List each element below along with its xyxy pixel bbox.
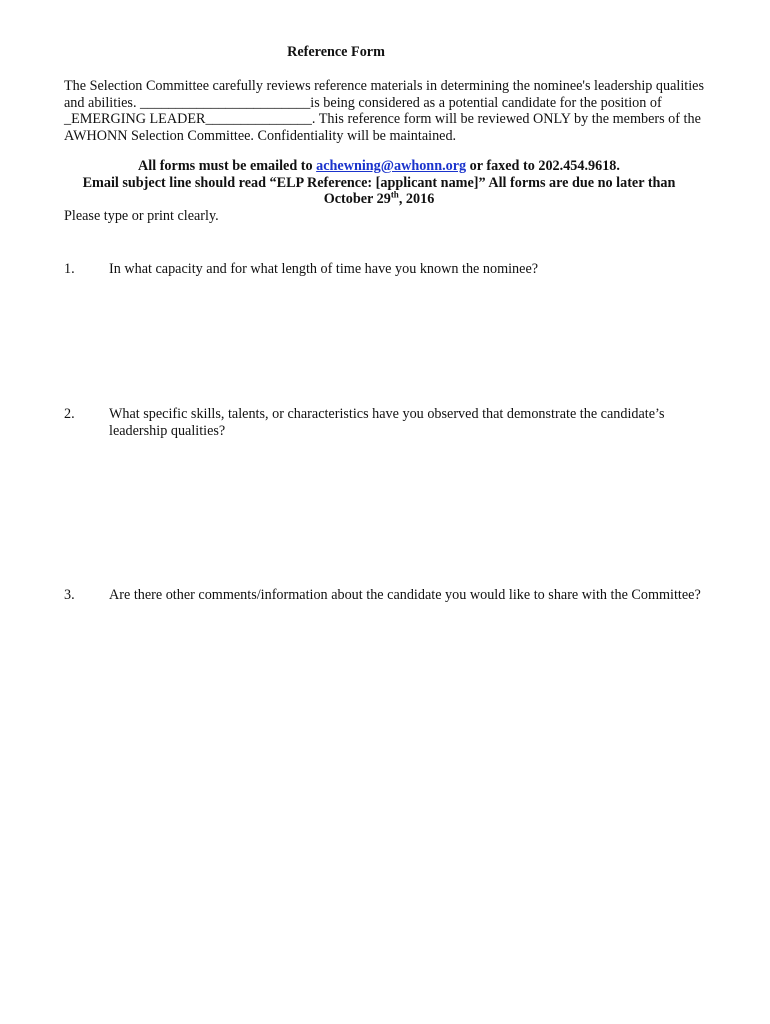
question-text: In what capacity and for what length of time have you known the nominee? xyxy=(109,261,539,277)
due-date xyxy=(64,191,694,208)
question-text: What specific skills, talents, or characteristics have you observed that demonstrate the candidate’s leadership qualities? xyxy=(109,406,665,439)
question-number: 2. xyxy=(64,406,75,422)
email-link[interactable]: achewning@awhonn.org xyxy=(316,158,467,174)
question-2 xyxy=(64,406,704,439)
question-1 xyxy=(64,261,704,278)
intro-line: _EMERGING LEADER_______________. This reference form will be reviewed ONLY by the members of the xyxy=(64,111,701,127)
due-date-superscript: th xyxy=(390,189,399,200)
fax-notice: or faxed to 202.454.9618. xyxy=(466,158,620,174)
intro-line: AWHONN Selection Committee. Confidentiality will be maintained. xyxy=(64,127,457,144)
question-3 xyxy=(64,587,704,604)
intro-line: and abilities. ________________________is being considered as a potential candidate for the position of xyxy=(64,94,662,111)
print-instruction: Please type or print clearly. xyxy=(64,207,219,224)
due-date-text: October 29 xyxy=(323,191,391,207)
intro-paragraph xyxy=(64,78,704,144)
question-text: Are there other comments/information about the candidate you would like to share with the Committee? xyxy=(109,587,701,603)
question-number: 3. xyxy=(64,587,75,603)
submission-notice xyxy=(64,158,704,208)
intro-line: The Selection Committee carefully reviews reference materials in determining the nominee's leadership qualities xyxy=(64,78,704,94)
email-notice-line xyxy=(64,158,694,175)
page-title: Reference Form xyxy=(287,44,385,60)
question-number: 1. xyxy=(64,261,75,277)
due-date-year: , 2016 xyxy=(398,191,435,207)
email-notice-prefix: All forms must be emailed to xyxy=(138,158,317,174)
subject-line-instruction: Email subject line should read “ELP Reference: [applicant name]” All forms are due no later than xyxy=(82,174,676,191)
reference-form-page xyxy=(64,44,704,224)
